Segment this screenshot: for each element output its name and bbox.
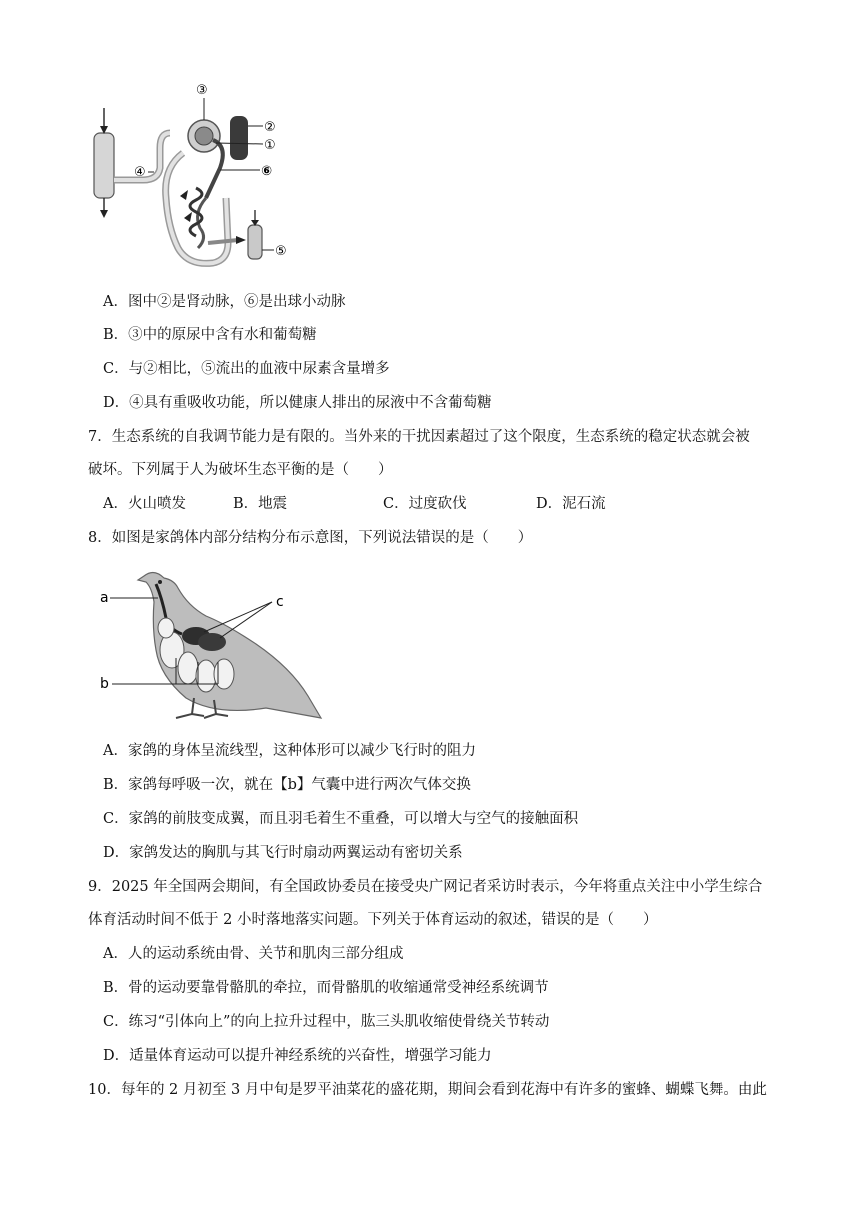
q9-stem-line1: 9．2025 年全国两会期间，有全国政协委员在接受央广网记者采访时表示，今年将重点关注中小学生综合 — [88, 879, 763, 895]
nephron-figure — [88, 78, 308, 278]
q8-option-d: D．家鸽发达的胸肌与其飞行时扇动两翼运动有密切关系 — [103, 845, 463, 861]
q9-stem-line2: 体育活动时间不低于 2 小时落地落实问题。下列关于体育运动的叙述，错误的是（ ） — [88, 912, 658, 928]
label-a: a — [100, 590, 109, 606]
pigeon-figure — [96, 558, 332, 726]
q9-option-b: B．骨的运动要靠骨骼肌的牵拉，而骨骼肌的收缩通常受神经系统调节 — [103, 980, 549, 996]
label-4: ④ — [134, 165, 146, 180]
q6-option-a: A．图中②是肾动脉，⑥是出球小动脉 — [103, 294, 346, 310]
q7-stem-line2: 破坏。下列属于人为破坏生态平衡的是（ ） — [88, 462, 393, 478]
q9-option-a: A．人的运动系统由骨、关节和肌肉三部分组成 — [103, 946, 404, 962]
q8-option-a: A．家鸽的身体呈流线型，这种体形可以减少飞行时的阻力 — [103, 743, 476, 759]
q7-stem-line1: 7．生态系统的自我调节能力是有限的。当外来的干扰因素超过了这个限度，生态系统的稳定状态就会被 — [88, 429, 750, 445]
q7-options — [103, 494, 606, 514]
q6-option-c: C．与②相比，⑤流出的血液中尿素含量增多 — [103, 361, 390, 377]
label-2: ② — [264, 120, 276, 135]
q7-option-a: A．火山喷发 — [103, 496, 186, 512]
label-c: c — [276, 594, 284, 610]
label-1: ① — [264, 138, 276, 153]
label-5: ⑤ — [275, 244, 287, 259]
label-3: ③ — [196, 83, 208, 98]
label-6: ⑥ — [261, 164, 273, 179]
q7-option-b: B．地震 — [233, 496, 288, 512]
q6-option-d: D．④具有重吸收功能，所以健康人排出的尿液中不含葡萄糖 — [103, 395, 492, 411]
q8-option-c: C．家鸽的前肢变成翼，而且羽毛着生不重叠，可以增大与空气的接触面积 — [103, 811, 579, 827]
label-b: b — [100, 676, 109, 692]
q10-stem-line1: 10．每年的 2 月初至 3 月中旬是罗平油菜花的盛花期，期间会看到花海中有许多的蜜蜂、蝴蝶飞舞。由此 — [88, 1082, 767, 1098]
q8-stem: 8．如图是家鸽体内部分结构分布示意图，下列说法错误的是（ ） — [88, 530, 533, 546]
q9-option-c: C．练习“引体向上”的向上拉升过程中，肱三头肌收缩使骨绕关节转动 — [103, 1014, 550, 1030]
q6-option-b: B．③中的原尿中含有水和葡萄糖 — [103, 327, 317, 343]
q9-option-d: D．适量体育运动可以提升神经系统的兴奋性，增强学习能力 — [103, 1048, 492, 1064]
q7-option-c: C．过度砍伐 — [383, 496, 467, 512]
q7-option-d: D．泥石流 — [536, 496, 606, 512]
q8-option-b: B．家鸽每呼吸一次，就在【b】气囊中进行两次气体交换 — [103, 777, 471, 793]
